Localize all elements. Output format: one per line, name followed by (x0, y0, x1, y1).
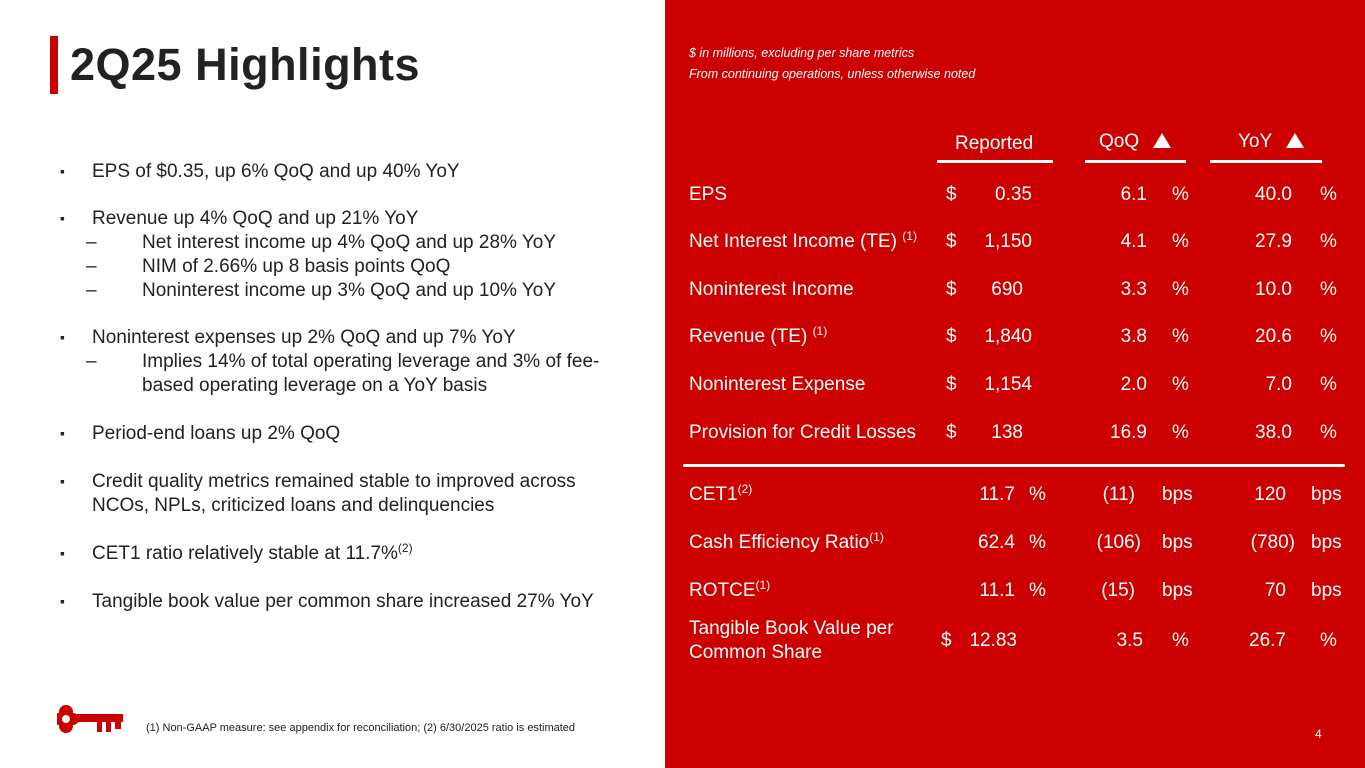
bullet-marker: ▪ (60, 210, 65, 226)
left-panel: 2Q25 Highlights ▪ EPS of $0.35, up 6% QoQ and up 40% YoY ▪ Revenue up 4% QoQ and up 21% YoY – Net interest income up 4% QoQ and up 28% YoY – NIM of 2.66% up 8 basis points QoQ – Noninterest income up 3% QoQ and up 10% YoY ▪ Noninterest expenses up 2% QoQ and up 7% YoY – Implies 14% of total operating leverage and 3% of fee-based operating leverage on a YoY basis ▪ Period-end loans up 2% QoQ ▪ Credit quality metrics remained stable to improved across NCOs, NPLs, criticized loans and delinquencies ▪ CET1 ratio relatively stable at 11.7%$^{(2)}$ ▪ Tangible book value per common share increased 27% YoY (1) Non-GAAP measure: see appendix for reconciliation; (2) 6/30/2025 ratio is estimated (0, 0, 665, 768)
header-yoy: YoY (1238, 131, 1304, 153)
bullet-marker: ▪ (60, 593, 65, 609)
note-units: $ in millions, excluding per share metrics (689, 46, 915, 60)
table-divider (683, 464, 1345, 467)
bullet-marker: ▪ (60, 545, 65, 561)
title-accent-bar (50, 36, 58, 94)
triangle-up-icon (1153, 133, 1171, 148)
sub-bullet-marker: – (86, 256, 97, 277)
key-logo-icon (57, 704, 123, 739)
triangle-up-icon (1286, 133, 1304, 148)
header-reported: Reported (955, 133, 1034, 154)
header-reported-underline (937, 160, 1053, 163)
sub-bullet-marker: – (86, 232, 97, 253)
bullet-marker: ▪ (60, 425, 65, 441)
header-qoq-underline (1085, 160, 1186, 163)
sub-bullet-marker: – (86, 280, 97, 301)
sub-bullet-marker: – (86, 351, 97, 372)
header-yoy-underline (1210, 160, 1322, 163)
page-number: 4 (1315, 727, 1322, 741)
right-panel: $ in millions, excluding per share metrics From continuing operations, unless otherwise noted Reported QoQ YoY EPS $ 0.35 6.1 % 40.0 % Net Interest Income (TE) $^{(1)}$ $ 1,150 4.1 % 27.9 % Noninterest Income $ 690 3.3 % 10.0 % Revenue (TE) $^{(1)}$ $ 1,840 3.8 % 20.6 % Noninterest Expense $ 1,154 2.0 % 7.0 % Provision for Credit Losses $ 138 16.9 % 38.0 % CET1$^{(2)}$ 11.7 % (11) bps 120 bps Cash Efficiency Ratio$^{(1)}$ 62.4 % (106) bps (780) bps ROTCE$^{(1)}$ 11.1 % (15) bps 70 bps Tangible Book Value per Common Share $ 12.83 3.5 % 26.7 % 4 (665, 0, 1365, 768)
bullet-marker: ▪ (60, 329, 65, 345)
note-continuing-ops: From continuing operations, unless otherwise noted (689, 67, 976, 81)
footnote: (1) Non-GAAP measure: see appendix for reconciliation; (2) 6/30/2025 ratio is estimated (146, 722, 576, 734)
header-qoq: QoQ (1099, 131, 1171, 153)
page-title: 2Q25 Highlights (70, 39, 421, 90)
bullet-marker: ▪ (60, 163, 65, 179)
bullet-marker: ▪ (60, 473, 65, 489)
